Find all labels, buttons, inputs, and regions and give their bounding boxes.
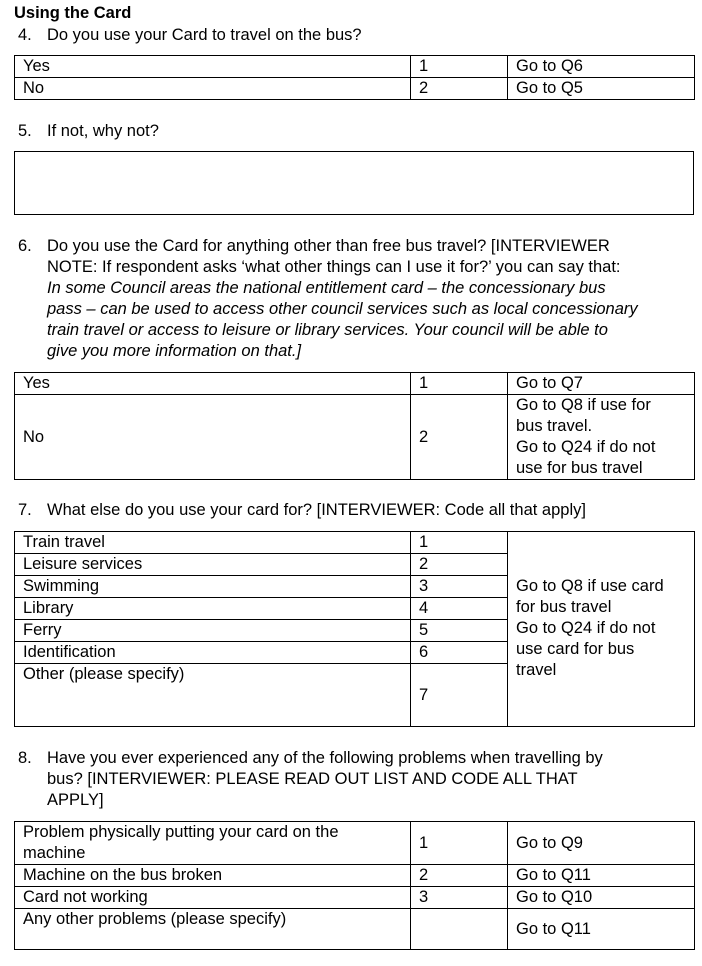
table-row[interactable] (15, 822, 695, 865)
q6-table (14, 372, 695, 480)
question-text-line: APPLY] (47, 791, 104, 809)
routing: Go to Q9 (508, 822, 695, 865)
table-row[interactable] (15, 887, 695, 909)
table-row[interactable] (15, 56, 695, 78)
question-number: 5. (18, 122, 32, 140)
question-text-line: Have you ever experienced any of the following problems when travelling by (47, 749, 603, 767)
routing (508, 395, 695, 480)
interviewer-note-line: pass – can be used to access other council services such as local concessionary (47, 300, 638, 318)
answer-code[interactable]: 2 (411, 865, 508, 887)
answer-code[interactable]: 6 (411, 642, 508, 664)
q7-table (14, 531, 695, 727)
answer-label: No (15, 78, 411, 100)
table-row[interactable] (15, 373, 695, 395)
interviewer-note-line: train travel or access to leisure or library services. Your council will be able to (47, 321, 608, 339)
routing: Go to Q11 (508, 909, 695, 950)
routing-line: Go to Q24 if do not (516, 438, 656, 456)
table-row[interactable] (15, 865, 695, 887)
routing: Go to Q7 (508, 373, 695, 395)
question-number: 7. (18, 501, 32, 519)
answer-code[interactable]: 5 (411, 620, 508, 642)
interviewer-note-line: give you more information on that.] (47, 342, 302, 360)
question-number: 6. (18, 237, 32, 255)
answer-label-line: Problem physically putting your card on the (23, 823, 339, 841)
routing: Go to Q11 (508, 865, 695, 887)
question-number: 4. (18, 26, 32, 44)
answer-label (15, 822, 411, 865)
answer-code[interactable]: 3 (411, 576, 508, 598)
question-4 (18, 25, 362, 46)
answer-label: Machine on the bus broken (15, 865, 411, 887)
answer-code[interactable]: 1 (411, 373, 508, 395)
answer-code[interactable]: 1 (411, 532, 508, 554)
answer-label: Swimming (15, 576, 411, 598)
q5-answer-box[interactable] (14, 151, 694, 215)
interviewer-note-line: In some Council areas the national entitlement card – the concessionary bus (47, 279, 606, 297)
question-text-line: bus? [INTERVIEWER: PLEASE READ OUT LIST AND CODE ALL THAT (47, 770, 578, 788)
question-6 (18, 236, 702, 362)
routing: Go to Q10 (508, 887, 695, 909)
answer-code[interactable]: 2 (411, 78, 508, 100)
routing: Go to Q5 (508, 78, 695, 100)
question-text-line: NOTE: If respondent asks ‘what other things can I use it for?’ you can say that: (47, 258, 621, 276)
routing-line: travel (516, 661, 557, 679)
answer-label: Yes (15, 373, 411, 395)
answer-code[interactable]: 7 (411, 664, 508, 727)
answer-label: Other (please specify) (15, 664, 411, 727)
routing-line: Go to Q8 if use card (516, 577, 664, 595)
routing-line: Go to Q8 if use for (516, 396, 651, 414)
table-row[interactable] (15, 532, 695, 554)
question-text-line: Do you use the Card for anything other than free bus travel? [INTERVIEWER (47, 237, 610, 255)
answer-code[interactable]: 1 (411, 822, 508, 865)
answer-code[interactable]: 4 (411, 598, 508, 620)
answer-label: Any other problems (please specify) (15, 909, 411, 950)
question-7 (18, 500, 586, 521)
table-row[interactable] (15, 78, 695, 100)
routing-line: Go to Q24 if do not (516, 619, 656, 637)
q4-table (14, 55, 695, 100)
question-8 (18, 748, 698, 811)
answer-label: Train travel (15, 532, 411, 554)
question-5 (18, 121, 159, 142)
routing-line: use for bus travel (516, 459, 643, 477)
routing-line: bus travel. (516, 417, 593, 435)
q8-table (14, 821, 695, 950)
question-text: Do you use your Card to travel on the bus? (47, 26, 362, 44)
answer-label: Card not working (15, 887, 411, 909)
answer-label: Leisure services (15, 554, 411, 576)
question-text: What else do you use your card for? [INTERVIEWER: Code all that apply] (47, 501, 586, 519)
answer-code[interactable]: 2 (411, 395, 508, 480)
question-number: 8. (18, 749, 32, 767)
routing: Go to Q6 (508, 56, 695, 78)
routing-line: for bus travel (516, 598, 612, 616)
answer-code[interactable]: 1 (411, 56, 508, 78)
answer-code[interactable] (411, 909, 508, 950)
table-row[interactable] (15, 909, 695, 950)
answer-code[interactable]: 3 (411, 887, 508, 909)
answer-label-line: machine (23, 844, 86, 862)
answer-label: Yes (15, 56, 411, 78)
answer-label: Library (15, 598, 411, 620)
section-title: Using the Card (14, 4, 132, 22)
answer-label: Identification (15, 642, 411, 664)
answer-code[interactable]: 2 (411, 554, 508, 576)
question-text: If not, why not? (47, 122, 159, 140)
routing-line: use card for bus (516, 640, 635, 658)
routing (508, 532, 695, 727)
table-row[interactable] (15, 395, 695, 480)
answer-label: Ferry (15, 620, 411, 642)
answer-label: No (15, 395, 411, 480)
